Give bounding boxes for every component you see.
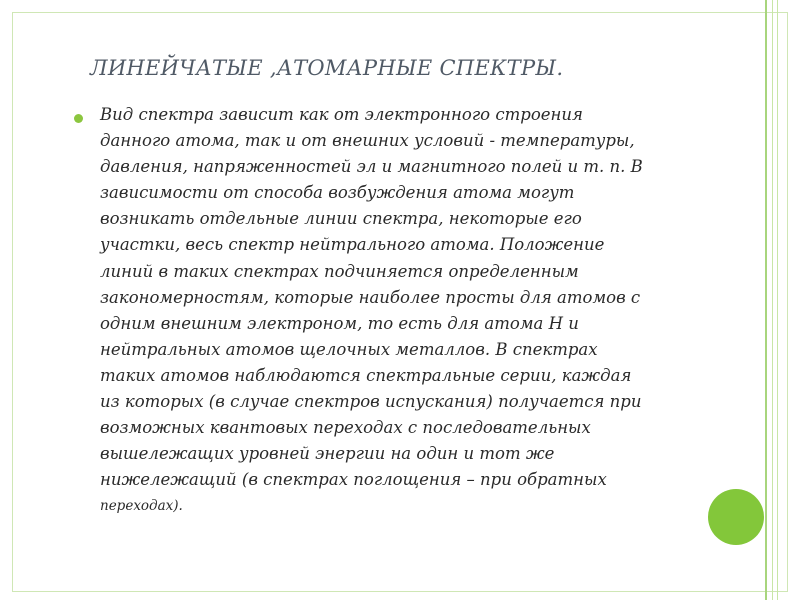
text-line: данного атома, так и от внешних условий - температуры, [100, 131, 635, 151]
text-line: зависимости от способа возбуждения атома могут [100, 183, 575, 203]
bullet-icon [74, 114, 83, 123]
text-line: нейтральных атомов щелочных металлов. В спектрах [100, 339, 598, 359]
text-line: давления, напряженностей эл и магнитного полей и т. п. В [100, 157, 643, 177]
text-line: линий в таких спектрах подчиняется определенным [100, 261, 579, 281]
decor-line [772, 0, 773, 600]
text-line: таких атомов наблюдаются спектральные серии, каждая [100, 365, 632, 385]
text-line: вышележащих уровней энергии на один и тот же [100, 444, 555, 464]
body-paragraph [100, 102, 690, 520]
text-line: одним внешним электроном, то есть для атома Н и [100, 313, 579, 333]
text-line: участки, весь спектр нейтрального атома. Положение [100, 235, 605, 255]
text-line: из которых (в случае спектров испускания) получается при [100, 392, 642, 412]
text-line: Вид спектра зависит как от электронного строения [100, 105, 583, 124]
decor-line [765, 0, 767, 600]
text-line: возникать отдельные линии спектра, некоторые его [100, 209, 582, 229]
text-line: возможных квантовых переходах с последовательных [100, 418, 591, 438]
text-line: закономерностям, которые наиболее просты для атомов с [100, 287, 641, 307]
text-line: переходах). [100, 498, 183, 515]
slide-title: ЛИНЕЙЧАТЫЕ ,АТОМАРНЫЕ СПЕКТРЫ. [90, 56, 564, 80]
decor-circle [708, 489, 764, 545]
text-line: нижележащий (в спектрах поглощения – при обратных [100, 470, 607, 490]
decor-line [777, 0, 778, 600]
